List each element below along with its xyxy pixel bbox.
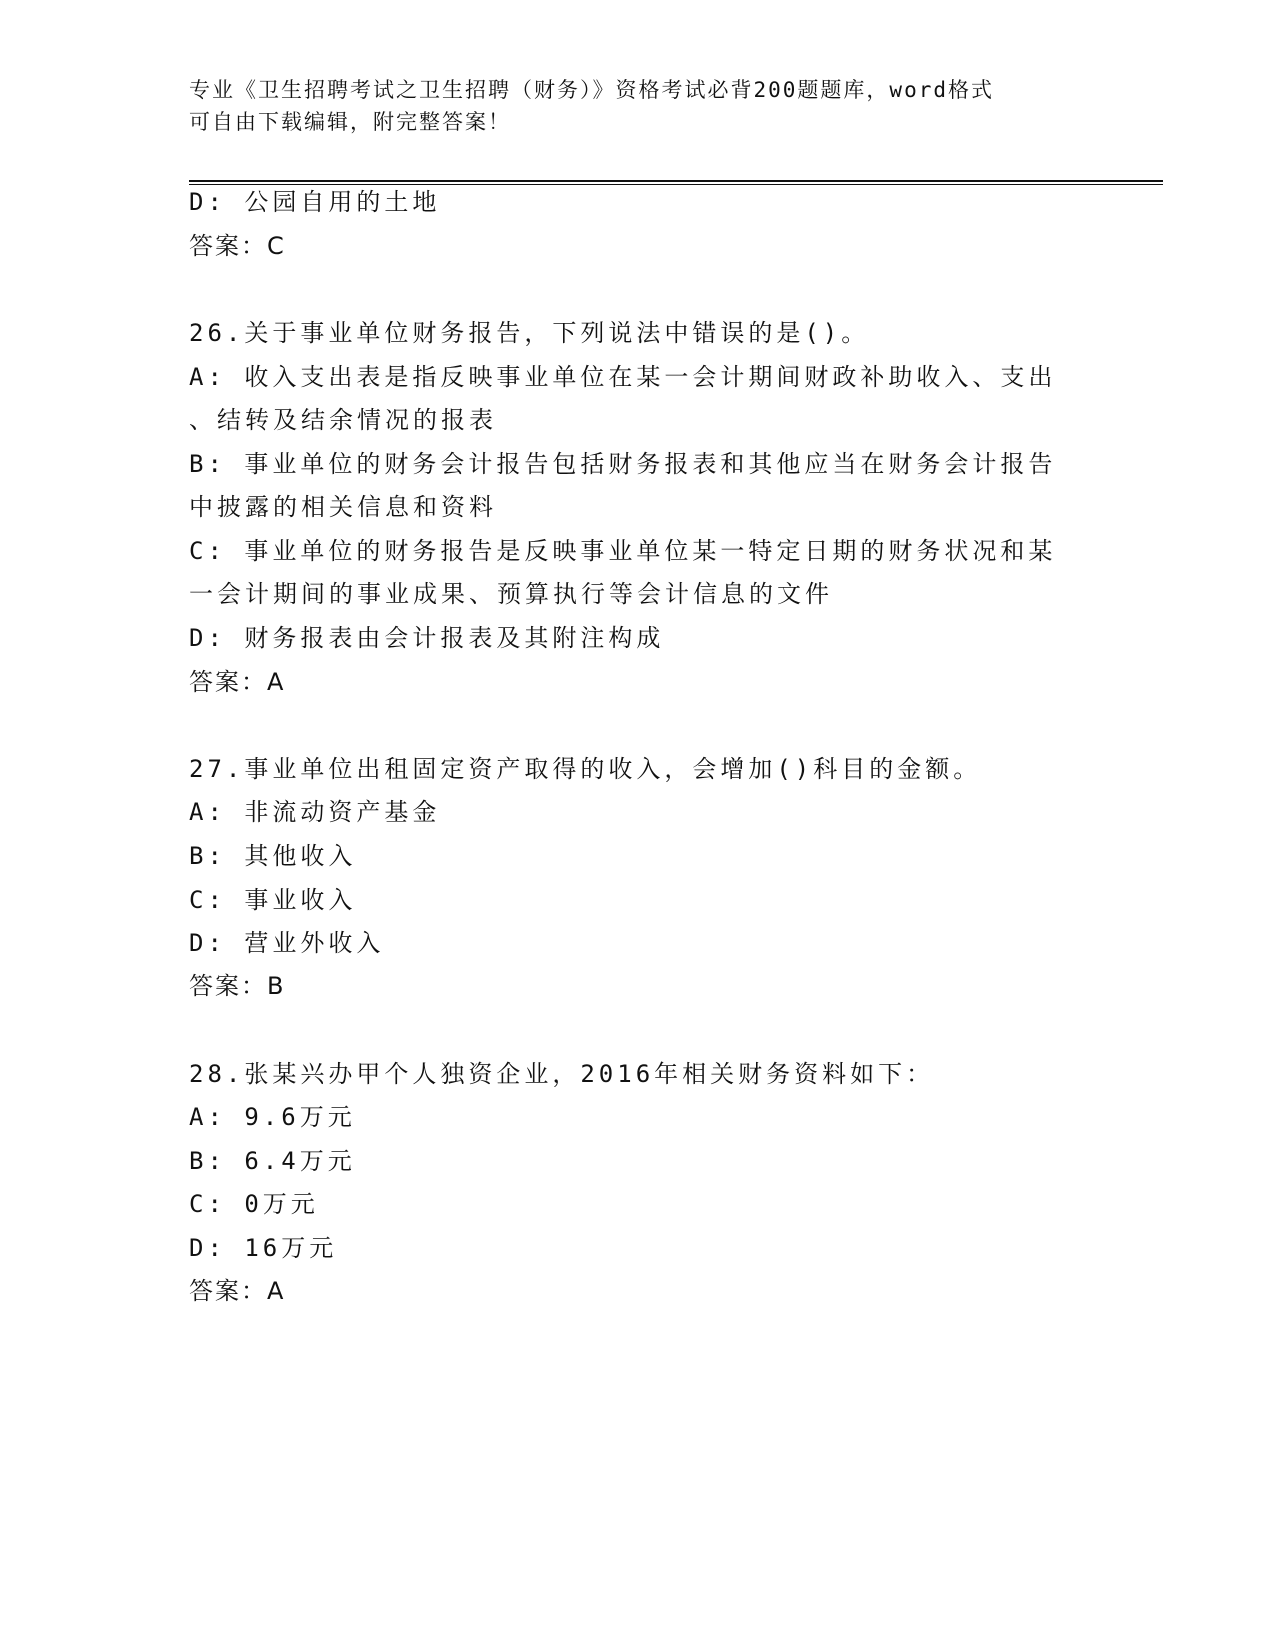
- q28-option-b: B: 6.4万元: [189, 1147, 356, 1175]
- q27-stem: 27.事业单位出租固定资产取得的收入，会增加()科目的金额。: [189, 755, 982, 783]
- header-line-2: 可自由下载编辑，附完整答案！: [189, 110, 511, 134]
- q27-option-a: A: 非流动资产基金: [189, 798, 441, 826]
- q27-answer: 答案：B: [189, 972, 286, 1000]
- q26-option-c-line2: 一会计期间的事业成果、预算执行等会计信息的文件: [189, 580, 833, 608]
- header-line-1: 专业《卫生招聘考试之卫生招聘（财务）》资格考试必背200题题库，word格式: [189, 78, 994, 102]
- q26-option-a-line1: A: 收入支出表是指反映事业单位在某一会计期间财政补助收入、支出: [189, 363, 1057, 391]
- q28-option-d: D: 16万元: [189, 1234, 338, 1262]
- q27-option-c: C: 事业收入: [189, 886, 357, 914]
- q28-option-a: A: 9.6万元: [189, 1103, 356, 1131]
- q26-stem: 26.关于事业单位财务报告，下列说法中错误的是()。: [189, 319, 870, 347]
- q28-option-c: C: 0万元: [189, 1190, 319, 1218]
- document-header: [189, 74, 1089, 138]
- q25-answer: 答案：C: [189, 232, 286, 260]
- q26-option-b-line1: B: 事业单位的财务会计报告包括财务报表和其他应当在财务会计报告: [189, 450, 1057, 478]
- q28-answer: 答案：A: [189, 1277, 286, 1305]
- q26-option-d: D: 财务报表由会计报表及其附注构成: [189, 624, 665, 652]
- q25-option-d: D: 公园自用的土地: [189, 188, 441, 216]
- q27-option-b: B: 其他收入: [189, 842, 357, 870]
- q27-option-d: D: 营业外收入: [189, 929, 385, 957]
- q26-option-a-line2: 、结转及结余情况的报表: [189, 406, 497, 434]
- q26-option-b-line2: 中披露的相关信息和资料: [189, 493, 497, 521]
- q28-stem: 28.张某兴办甲个人独资企业，2016年相关财务资料如下：: [189, 1060, 935, 1088]
- q26-option-c-line1: C: 事业单位的财务报告是反映事业单位某一特定日期的财务状况和某: [189, 537, 1057, 565]
- q26-answer: 答案：A: [189, 668, 286, 696]
- header-divider: [189, 180, 1163, 185]
